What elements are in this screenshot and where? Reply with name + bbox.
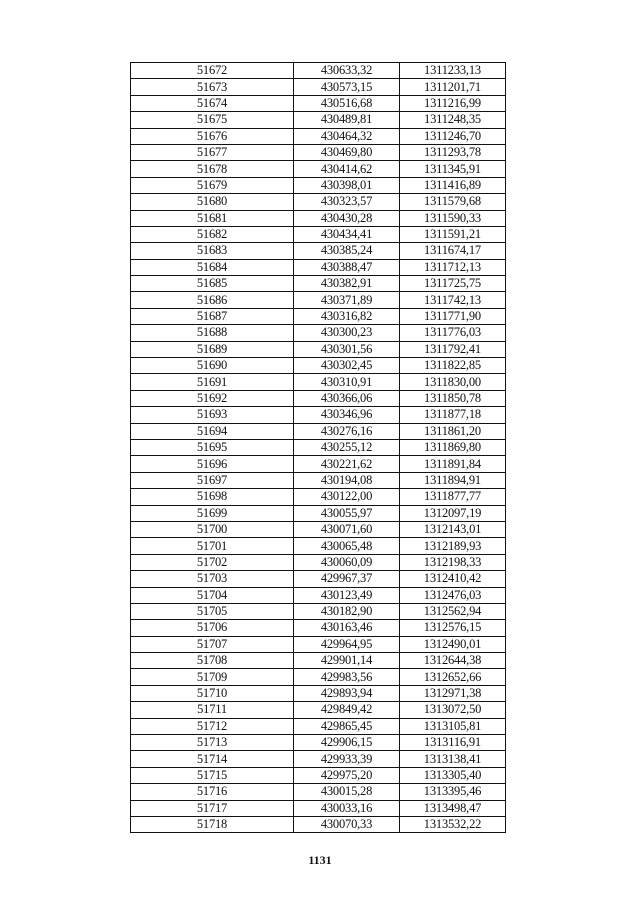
point-number-cell: 51694 [131, 423, 294, 439]
table-row [131, 702, 506, 718]
x-coordinate-cell: 430469,80 [294, 144, 400, 160]
y-coordinate-cell: 1311771,90 [400, 308, 506, 324]
table-row [131, 603, 506, 619]
point-number-cell: 51673 [131, 79, 294, 95]
x-coordinate-cell: 430301,56 [294, 341, 400, 357]
table-row [131, 521, 506, 537]
point-number-cell: 51698 [131, 489, 294, 505]
table-row [131, 308, 506, 324]
point-number-cell: 51685 [131, 276, 294, 292]
table-row [131, 571, 506, 587]
point-number-cell: 51709 [131, 669, 294, 685]
y-coordinate-cell: 1313498,47 [400, 800, 506, 816]
y-coordinate-cell: 1313138,41 [400, 751, 506, 767]
x-coordinate-cell: 430323,57 [294, 194, 400, 210]
table-row [131, 816, 506, 832]
table-row [131, 259, 506, 275]
y-coordinate-cell: 1311877,77 [400, 489, 506, 505]
point-number-cell: 51699 [131, 505, 294, 521]
point-number-cell: 51697 [131, 472, 294, 488]
x-coordinate-cell: 430489,81 [294, 112, 400, 128]
table-row [131, 128, 506, 144]
y-coordinate-cell: 1311850,78 [400, 390, 506, 406]
y-coordinate-cell: 1311742,13 [400, 292, 506, 308]
x-coordinate-cell: 430414,62 [294, 161, 400, 177]
table-row [131, 358, 506, 374]
table-row [131, 292, 506, 308]
point-number-cell: 51707 [131, 636, 294, 652]
table-row [131, 112, 506, 128]
x-coordinate-cell: 429906,15 [294, 735, 400, 751]
x-coordinate-cell: 430382,91 [294, 276, 400, 292]
table-row [131, 374, 506, 390]
y-coordinate-cell: 1311861,20 [400, 423, 506, 439]
table-row [131, 669, 506, 685]
point-number-cell: 51679 [131, 177, 294, 193]
table-row [131, 407, 506, 423]
y-coordinate-cell: 1312097,19 [400, 505, 506, 521]
y-coordinate-cell: 1312490,01 [400, 636, 506, 652]
table-row [131, 95, 506, 111]
y-coordinate-cell: 1311674,17 [400, 243, 506, 259]
table-row [131, 210, 506, 226]
point-number-cell: 51713 [131, 735, 294, 751]
page-number: 1131 [308, 853, 332, 867]
table-row [131, 587, 506, 603]
point-number-cell: 51705 [131, 603, 294, 619]
x-coordinate-cell: 430316,82 [294, 308, 400, 324]
point-number-cell: 51681 [131, 210, 294, 226]
x-coordinate-cell: 430346,96 [294, 407, 400, 423]
point-number-cell: 51704 [131, 587, 294, 603]
point-number-cell: 51693 [131, 407, 294, 423]
point-number-cell: 51696 [131, 456, 294, 472]
table-row [131, 456, 506, 472]
point-number-cell: 51717 [131, 800, 294, 816]
table-row [131, 538, 506, 554]
x-coordinate-cell: 429849,42 [294, 702, 400, 718]
table-row [131, 489, 506, 505]
x-coordinate-cell: 429933,39 [294, 751, 400, 767]
x-coordinate-cell: 430302,45 [294, 358, 400, 374]
table-row [131, 194, 506, 210]
point-number-cell: 51677 [131, 144, 294, 160]
table-row [131, 767, 506, 783]
x-coordinate-cell: 430398,01 [294, 177, 400, 193]
x-coordinate-cell: 430310,91 [294, 374, 400, 390]
point-number-cell: 51674 [131, 95, 294, 111]
x-coordinate-cell: 429983,56 [294, 669, 400, 685]
table-row [131, 784, 506, 800]
y-coordinate-cell: 1311877,18 [400, 407, 506, 423]
point-number-cell: 51682 [131, 226, 294, 242]
x-coordinate-cell: 430182,90 [294, 603, 400, 619]
y-coordinate-cell: 1311591,21 [400, 226, 506, 242]
coordinates-table-body [131, 63, 506, 833]
y-coordinate-cell: 1312576,15 [400, 620, 506, 636]
y-coordinate-cell: 1311293,78 [400, 144, 506, 160]
point-number-cell: 51675 [131, 112, 294, 128]
y-coordinate-cell: 1313105,81 [400, 718, 506, 734]
point-number-cell: 51690 [131, 358, 294, 374]
y-coordinate-cell: 1311590,33 [400, 210, 506, 226]
y-coordinate-cell: 1312476,03 [400, 587, 506, 603]
point-number-cell: 51691 [131, 374, 294, 390]
table-row [131, 685, 506, 701]
x-coordinate-cell: 430464,32 [294, 128, 400, 144]
x-coordinate-cell: 430366,06 [294, 390, 400, 406]
x-coordinate-cell: 430221,62 [294, 456, 400, 472]
y-coordinate-cell: 1312971,38 [400, 685, 506, 701]
x-coordinate-cell: 430015,28 [294, 784, 400, 800]
point-number-cell: 51684 [131, 259, 294, 275]
x-coordinate-cell: 429975,20 [294, 767, 400, 783]
y-coordinate-cell: 1313116,91 [400, 735, 506, 751]
x-coordinate-cell: 430123,49 [294, 587, 400, 603]
table-row [131, 243, 506, 259]
y-coordinate-cell: 1311233,13 [400, 63, 506, 79]
point-number-cell: 51711 [131, 702, 294, 718]
table-row [131, 325, 506, 341]
point-number-cell: 51701 [131, 538, 294, 554]
point-number-cell: 51692 [131, 390, 294, 406]
y-coordinate-cell: 1312198,33 [400, 554, 506, 570]
x-coordinate-cell: 429893,94 [294, 685, 400, 701]
x-coordinate-cell: 430633,32 [294, 63, 400, 79]
point-number-cell: 51672 [131, 63, 294, 79]
y-coordinate-cell: 1312189,93 [400, 538, 506, 554]
x-coordinate-cell: 430371,89 [294, 292, 400, 308]
table-row [131, 341, 506, 357]
y-coordinate-cell: 1311201,71 [400, 79, 506, 95]
point-number-cell: 51688 [131, 325, 294, 341]
y-coordinate-cell: 1311416,89 [400, 177, 506, 193]
x-coordinate-cell: 430163,46 [294, 620, 400, 636]
x-coordinate-cell: 430070,33 [294, 816, 400, 832]
table-row [131, 653, 506, 669]
table-row [131, 751, 506, 767]
point-number-cell: 51712 [131, 718, 294, 734]
y-coordinate-cell: 1312562,94 [400, 603, 506, 619]
y-coordinate-cell: 1311891,84 [400, 456, 506, 472]
point-number-cell: 51716 [131, 784, 294, 800]
x-coordinate-cell: 430573,15 [294, 79, 400, 95]
x-coordinate-cell: 430194,08 [294, 472, 400, 488]
x-coordinate-cell: 430122,00 [294, 489, 400, 505]
x-coordinate-cell: 429901,14 [294, 653, 400, 669]
table-row [131, 226, 506, 242]
table-row [131, 177, 506, 193]
x-coordinate-cell: 430516,68 [294, 95, 400, 111]
table-row [131, 161, 506, 177]
y-coordinate-cell: 1312143,01 [400, 521, 506, 537]
y-coordinate-cell: 1311822,85 [400, 358, 506, 374]
x-coordinate-cell: 430071,60 [294, 521, 400, 537]
y-coordinate-cell: 1311345,91 [400, 161, 506, 177]
table-row [131, 439, 506, 455]
point-number-cell: 51710 [131, 685, 294, 701]
x-coordinate-cell: 430255,12 [294, 439, 400, 455]
point-number-cell: 51700 [131, 521, 294, 537]
y-coordinate-cell: 1311894,91 [400, 472, 506, 488]
x-coordinate-cell: 430033,16 [294, 800, 400, 816]
x-coordinate-cell: 430388,47 [294, 259, 400, 275]
y-coordinate-cell: 1311248,35 [400, 112, 506, 128]
y-coordinate-cell: 1311792,41 [400, 341, 506, 357]
point-number-cell: 51715 [131, 767, 294, 783]
x-coordinate-cell: 430060,09 [294, 554, 400, 570]
table-row [131, 554, 506, 570]
y-coordinate-cell: 1312644,38 [400, 653, 506, 669]
y-coordinate-cell: 1311869,80 [400, 439, 506, 455]
table-row [131, 472, 506, 488]
y-coordinate-cell: 1311712,13 [400, 259, 506, 275]
y-coordinate-cell: 1311216,99 [400, 95, 506, 111]
y-coordinate-cell: 1311579,68 [400, 194, 506, 210]
point-number-cell: 51678 [131, 161, 294, 177]
x-coordinate-cell: 430276,16 [294, 423, 400, 439]
y-coordinate-cell: 1313395,46 [400, 784, 506, 800]
table-row [131, 620, 506, 636]
y-coordinate-cell: 1313072,50 [400, 702, 506, 718]
point-number-cell: 51706 [131, 620, 294, 636]
y-coordinate-cell: 1311725,75 [400, 276, 506, 292]
table-row [131, 505, 506, 521]
point-number-cell: 51714 [131, 751, 294, 767]
x-coordinate-cell: 430055,97 [294, 505, 400, 521]
y-coordinate-cell: 1312410,42 [400, 571, 506, 587]
y-coordinate-cell: 1312652,66 [400, 669, 506, 685]
table-row [131, 800, 506, 816]
y-coordinate-cell: 1311246,70 [400, 128, 506, 144]
table-row [131, 636, 506, 652]
point-number-cell: 51695 [131, 439, 294, 455]
point-number-cell: 51689 [131, 341, 294, 357]
x-coordinate-cell: 429967,37 [294, 571, 400, 587]
point-number-cell: 51687 [131, 308, 294, 324]
x-coordinate-cell: 430434,41 [294, 226, 400, 242]
point-number-cell: 51702 [131, 554, 294, 570]
x-coordinate-cell: 429865,45 [294, 718, 400, 734]
point-number-cell: 51680 [131, 194, 294, 210]
y-coordinate-cell: 1311830,00 [400, 374, 506, 390]
point-number-cell: 51708 [131, 653, 294, 669]
point-number-cell: 51718 [131, 816, 294, 832]
point-number-cell: 51703 [131, 571, 294, 587]
point-number-cell: 51686 [131, 292, 294, 308]
table-row [131, 144, 506, 160]
table-row [131, 276, 506, 292]
x-coordinate-cell: 429964,95 [294, 636, 400, 652]
x-coordinate-cell: 430385,24 [294, 243, 400, 259]
x-coordinate-cell: 430300,23 [294, 325, 400, 341]
table-row [131, 390, 506, 406]
coordinates-table [130, 62, 506, 833]
y-coordinate-cell: 1313305,40 [400, 767, 506, 783]
y-coordinate-cell: 1311776,03 [400, 325, 506, 341]
table-row [131, 79, 506, 95]
table-row [131, 63, 506, 79]
x-coordinate-cell: 430430,28 [294, 210, 400, 226]
table-row [131, 718, 506, 734]
point-number-cell: 51676 [131, 128, 294, 144]
y-coordinate-cell: 1313532,22 [400, 816, 506, 832]
table-row [131, 735, 506, 751]
x-coordinate-cell: 430065,48 [294, 538, 400, 554]
point-number-cell: 51683 [131, 243, 294, 259]
table-row [131, 423, 506, 439]
